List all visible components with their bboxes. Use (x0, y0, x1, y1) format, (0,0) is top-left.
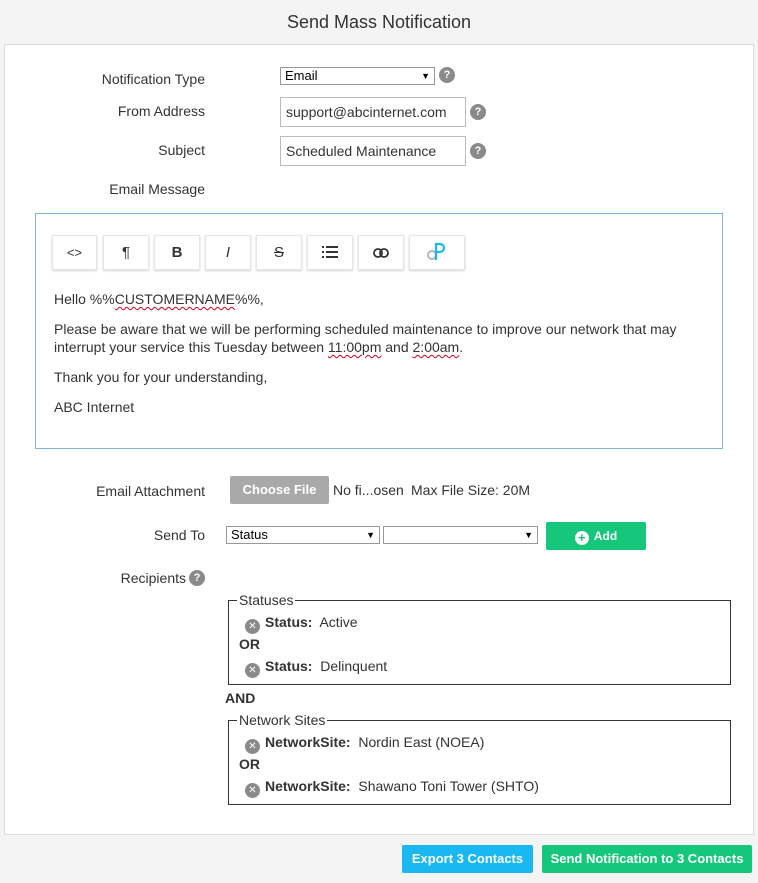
choose-file-button[interactable]: Choose File (230, 476, 329, 504)
plugin-button[interactable] (409, 235, 465, 270)
remove-icon[interactable]: ✕ (245, 663, 260, 678)
email-message-editor[interactable] (35, 213, 723, 449)
notification-form-panel (4, 44, 754, 835)
and-separator: AND (225, 690, 256, 706)
link-button[interactable] (358, 235, 404, 270)
file-status: No fi...osen (333, 482, 404, 498)
add-button[interactable] (546, 522, 646, 550)
export-contacts-button[interactable]: Export 3 Contacts (402, 845, 533, 873)
customername-placeholder: CUSTOMERNAME (114, 291, 236, 307)
italic-button[interactable]: I (205, 235, 251, 270)
from-address-field[interactable]: support@abcinternet.com (280, 97, 466, 127)
help-icon[interactable]: ? (470, 104, 486, 120)
or-separator: OR (239, 756, 260, 772)
send-to-type-value: Status (231, 527, 268, 542)
plus-circle-icon: + (575, 531, 589, 545)
help-icon[interactable]: ? (439, 67, 455, 83)
recipient-group-statuses (228, 592, 731, 685)
max-file-size: Max File Size: 20M (411, 482, 531, 498)
help-icon[interactable]: ? (470, 143, 486, 159)
send-to-label: Send To (153, 527, 205, 543)
list-icon (322, 246, 338, 258)
email-message-label: Email Message (109, 181, 205, 197)
notification-type-value: Email (285, 68, 318, 83)
remove-icon[interactable]: ✕ (245, 783, 260, 798)
paragraph-button[interactable]: ¶ (103, 235, 149, 270)
strikethrough-button[interactable]: S (256, 235, 302, 270)
chevron-down-icon: ▼ (366, 530, 375, 540)
plugin-logo-icon (426, 240, 448, 262)
send-to-value-select[interactable] (383, 526, 538, 544)
remove-icon[interactable]: ✕ (245, 739, 260, 754)
subject-field[interactable]: Scheduled Maintenance (280, 136, 466, 166)
send-to-type-select[interactable] (226, 526, 380, 544)
bold-button[interactable]: B (154, 235, 200, 270)
recipient-group-network-sites (228, 712, 731, 805)
group-legend: Statuses (239, 592, 294, 608)
recipient-item: ✕ Status: Delinquent (245, 658, 387, 678)
code-view-button[interactable]: <> (52, 235, 97, 270)
help-icon[interactable]: ? (189, 570, 205, 586)
remove-icon[interactable]: ✕ (245, 619, 260, 634)
message-signature: ABC Internet (54, 399, 135, 415)
notification-type-select[interactable] (280, 67, 435, 85)
subject-label: Subject (158, 142, 205, 158)
recipients-label: Recipients (120, 570, 186, 586)
or-separator: OR (239, 636, 260, 652)
send-notification-button[interactable]: Send Notification to 3 Contacts (542, 845, 752, 873)
chevron-down-icon: ▼ (524, 530, 533, 540)
email-attachment-label: Email Attachment (96, 483, 205, 499)
notification-type-label: Notification Type (101, 71, 205, 87)
chevron-down-icon: ▼ (421, 71, 430, 81)
message-thanks: Thank you for your understanding, (54, 369, 268, 385)
group-legend: Network Sites (239, 712, 326, 728)
email-message-body[interactable] (54, 290, 704, 428)
from-address-label: From Address (117, 103, 205, 119)
recipient-item: ✕ NetworkSite: Nordin East (NOEA) (245, 734, 484, 754)
recipient-item: ✕ NetworkSite: Shawano Toni Tower (SHTO) (245, 778, 539, 798)
message-greeting: Hello %%CUSTOMERNAME%%, (54, 291, 264, 307)
add-button-label: Add (593, 529, 618, 543)
link-icon (373, 248, 389, 258)
recipient-item: ✕ Status: Active (245, 614, 358, 634)
page-title: Send Mass Notification (286, 12, 472, 32)
list-button[interactable] (307, 235, 353, 270)
message-paragraph: Please be aware that we will be performing scheduled maintenance to improve our network that may interrupt your service this Tuesday between 11:00pm and 2:00am. (54, 321, 677, 355)
